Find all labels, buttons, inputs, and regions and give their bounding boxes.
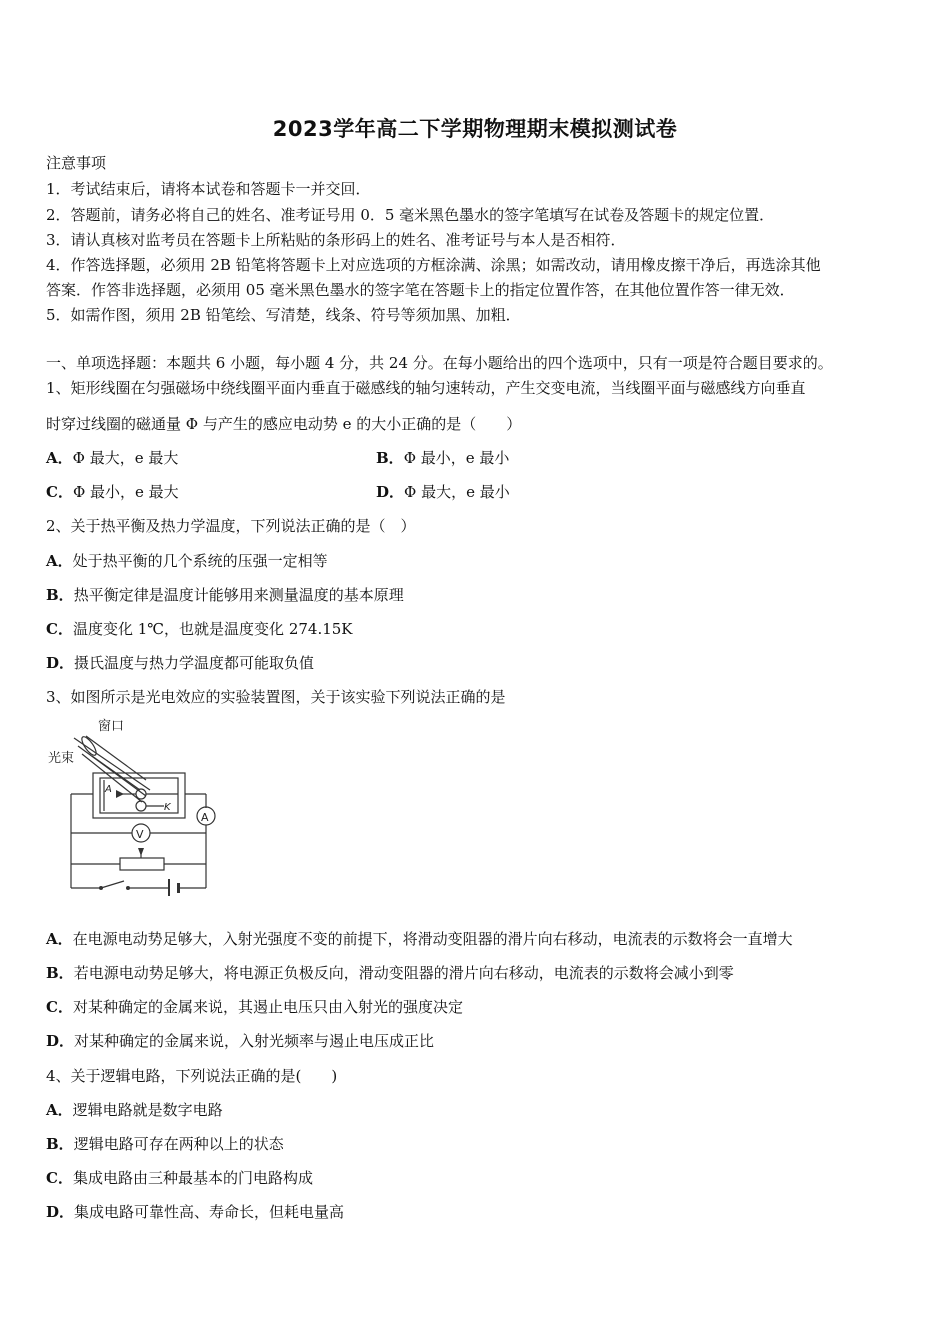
q1-option-d bbox=[376, 481, 510, 502]
option-text: Φ 最小，e 最大 bbox=[72, 483, 179, 501]
option-text: 摄氏温度与热力学温度都可能取负值 bbox=[74, 654, 315, 672]
option-label: C． bbox=[46, 1169, 73, 1187]
q1-option-a bbox=[46, 447, 178, 468]
q4-option-c bbox=[46, 1167, 313, 1188]
option-text: 温度变化 1℃，也就是温度变化 274.15K bbox=[72, 620, 353, 638]
option-text: 处于热平衡的几个系统的压强一定相等 bbox=[72, 552, 328, 570]
option-text: 对某种确定的金属来说，入射光频率与遏止电压成正比 bbox=[74, 1032, 435, 1050]
window-label: 窗口 bbox=[98, 719, 125, 734]
q3-option-a bbox=[46, 928, 793, 949]
option-text: 热平衡定律是温度计能够用来测量温度的基本原理 bbox=[73, 586, 404, 604]
q3-stem: 3、如图所示是光电效应的实验装置图，关于该实验下列说法正确的是 bbox=[46, 688, 506, 706]
q3-option-d bbox=[46, 1030, 434, 1051]
cathode-label: K bbox=[164, 802, 171, 813]
q4-stem: 4、关于逻辑电路，下列说法正确的是( ) bbox=[46, 1067, 338, 1085]
notice-item: 1．考试结束后，请将本试卷和答题卡一并交回． bbox=[46, 180, 371, 198]
q2-option-b bbox=[46, 584, 404, 605]
notice-item: 4．作答选择题，必须用 2B 铅笔将答题卡上对应选项的方框涂满、涂黑；如需改动，请用橡皮擦干净后，再选涂其他 bbox=[46, 256, 821, 274]
q4-option-a bbox=[46, 1099, 223, 1120]
q1-stem-line2: 时穿过线圈的磁通量 Φ 与产生的感应电动势 e 的大小正确的是（ ） bbox=[46, 415, 522, 433]
ammeter-label: A bbox=[201, 811, 209, 824]
q4-option-d bbox=[46, 1201, 344, 1222]
option-text: Φ 最大，e 最大 bbox=[72, 449, 179, 467]
q3-option-c bbox=[46, 996, 463, 1017]
option-label: B． bbox=[46, 1135, 74, 1153]
option-label: B． bbox=[376, 449, 404, 467]
notice-item: 答案．作答非选择题，必须用 05 毫米黑色墨水的签字笔在答题卡上的指定位置作答，在其他位置作答一律无效． bbox=[46, 281, 795, 299]
exam-title: 2023学年高二下学期物理期末模拟测试卷 bbox=[272, 117, 678, 141]
section-heading: 一、单项选择题：本题共 6 小题，每小题 4 分，共 24 分。在每小题给出的四个选项中，只有一项是符合题目要求的。 bbox=[46, 354, 833, 372]
q2-option-d bbox=[46, 652, 314, 673]
beam-label: 光束 bbox=[48, 751, 75, 766]
option-text: 若电源电动势足够大，将电源正负极反向，滑动变阻器的滑片向右移动，电流表的示数将会减小到零 bbox=[73, 964, 734, 982]
notice-item: 5．如需作图，须用 2B 铅笔绘、写清楚，线条、符号等须加黑、加粗． bbox=[46, 306, 521, 324]
option-label: A． bbox=[46, 449, 73, 467]
option-label: C． bbox=[46, 998, 73, 1016]
option-text: Φ 最大，e 最小 bbox=[404, 483, 510, 501]
option-label: D． bbox=[46, 1032, 75, 1050]
option-text: 对某种确定的金属来说，其遏止电压只由入射光的强度决定 bbox=[72, 998, 463, 1016]
anode-label: A bbox=[105, 784, 112, 795]
notice-item: 3．请认真核对监考员在答题卡上所粘贴的条形码上的姓名、准考证号与本人是否相符． bbox=[46, 231, 626, 249]
q1-stem-line1: 1、矩形线圈在匀强磁场中绕线圈平面内垂直于磁感线的轴匀速转动，产生交变电流，当线圈平面与磁感线方向垂直 bbox=[46, 379, 806, 397]
option-text: 逻辑电路可存在两种以上的状态 bbox=[73, 1135, 284, 1153]
option-label: A． bbox=[46, 552, 73, 570]
option-label: D． bbox=[46, 1203, 75, 1221]
voltmeter-label: V bbox=[136, 828, 144, 841]
q4-option-b bbox=[46, 1133, 284, 1154]
option-text: 逻辑电路就是数字电路 bbox=[72, 1101, 223, 1119]
option-text: 集成电路由三种最基本的门电路构成 bbox=[72, 1169, 313, 1187]
option-label: B． bbox=[46, 964, 74, 982]
option-label: C． bbox=[46, 620, 73, 638]
option-text: 集成电路可靠性高、寿命长，但耗电量高 bbox=[74, 1203, 345, 1221]
option-label: A． bbox=[46, 1101, 73, 1119]
q1-option-c bbox=[46, 481, 179, 502]
photoelectric-circuit-diagram bbox=[46, 716, 226, 896]
notice-heading: 注意事项 bbox=[46, 154, 107, 172]
q2-stem: 2、关于热平衡及热力学温度，下列说法正确的是（ ） bbox=[46, 517, 416, 535]
option-label: B． bbox=[46, 586, 74, 604]
q2-option-c bbox=[46, 618, 353, 639]
q2-option-a bbox=[46, 550, 328, 571]
option-label: C． bbox=[46, 483, 73, 501]
option-text: Φ 最小，e 最小 bbox=[403, 449, 510, 467]
option-text: 在电源电动势足够大，入射光强度不变的前提下，将滑动变阻器的滑片向右移动，电流表的示数将会一直增大 bbox=[72, 930, 793, 948]
option-label: A． bbox=[46, 930, 73, 948]
q3-option-b bbox=[46, 962, 734, 983]
notice-item: 2．答题前，请务必将自己的姓名、准考证号用 0．5 毫米黑色墨水的签字笔填写在试卷及答题卡的规定位置． bbox=[46, 206, 775, 224]
q1-option-b bbox=[376, 447, 509, 468]
option-label: D． bbox=[46, 654, 75, 672]
option-label: D． bbox=[376, 483, 405, 501]
